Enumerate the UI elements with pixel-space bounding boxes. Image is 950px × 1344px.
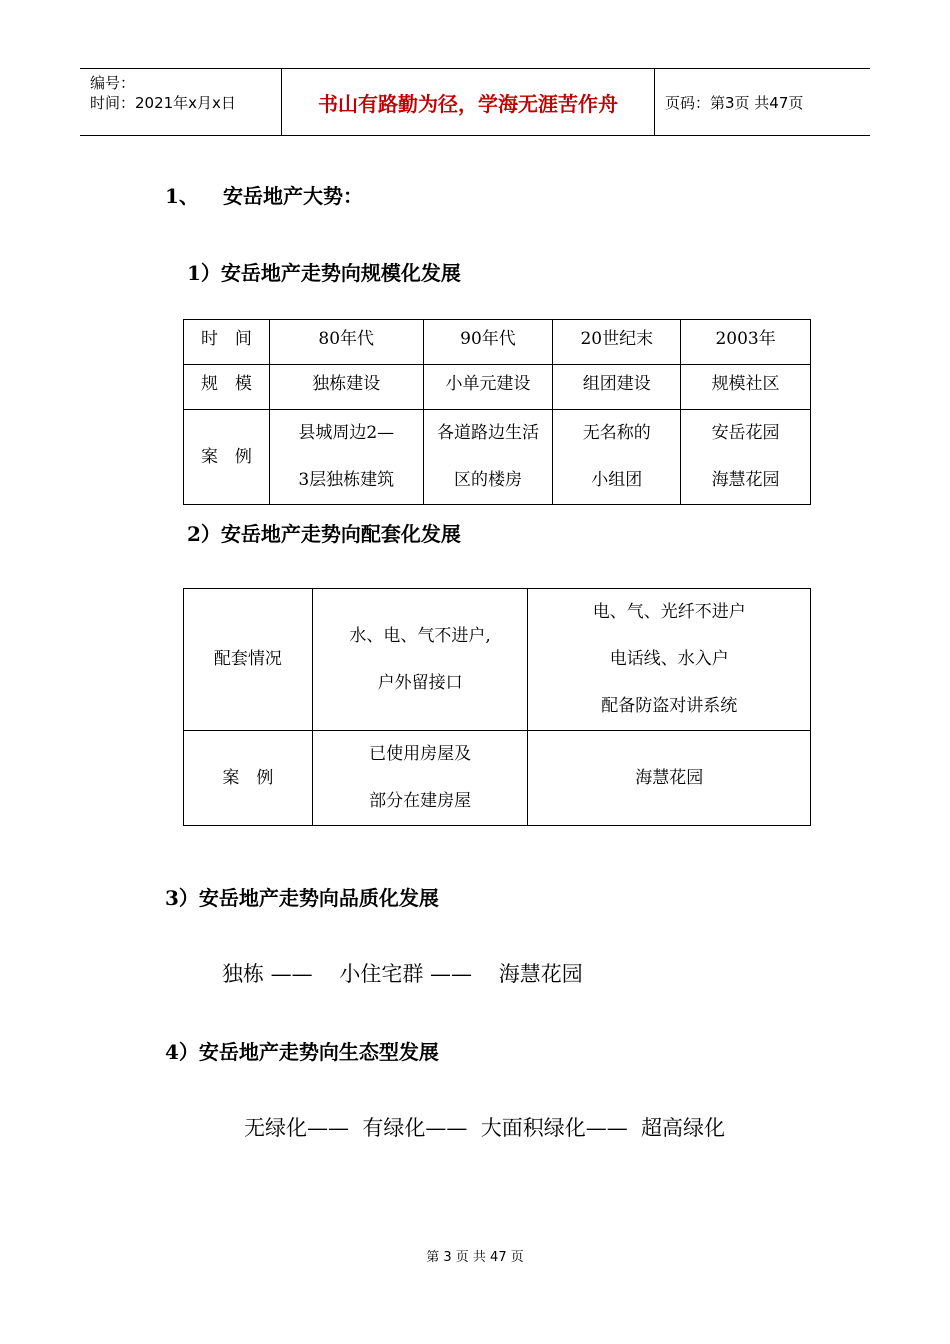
cell-line: 安岳花园 bbox=[711, 423, 780, 443]
cell-line: 配备防盗对讲系统 bbox=[601, 696, 738, 716]
table-row bbox=[184, 731, 811, 826]
cell-line: 各道路边生活 bbox=[436, 423, 539, 443]
section-text: 安岳地产大势： bbox=[223, 184, 363, 208]
row-label-case: 案 例 bbox=[184, 410, 270, 505]
table-cell: 规模社区 bbox=[681, 365, 811, 410]
table-cell bbox=[269, 410, 423, 505]
subsection-4-title: 4）安岳地产走势向生态型发展 bbox=[165, 1040, 439, 1064]
row-label-case: 案 例 bbox=[184, 731, 313, 826]
time-label: 时间：2021年x月x日 bbox=[90, 94, 236, 112]
cell-line: 部分在建房屋 bbox=[369, 791, 472, 811]
cell-line: 已使用房屋及 bbox=[369, 744, 472, 764]
cell-line: 小组团 bbox=[591, 470, 643, 490]
table-cell: 80年代 bbox=[269, 320, 423, 365]
header-meta bbox=[80, 69, 282, 135]
cell-line: 县城周边2— bbox=[298, 423, 395, 443]
table-cell bbox=[312, 731, 528, 826]
subsection-2-title: 2）安岳地产走势向配套化发展 bbox=[187, 522, 461, 546]
table-cell: 20世纪末 bbox=[553, 320, 681, 365]
cell-line: 电话线、水入户 bbox=[609, 649, 729, 669]
table-cell bbox=[528, 589, 811, 731]
subsection-3-title: 3）安岳地产走势向品质化发展 bbox=[165, 886, 439, 910]
table-cell bbox=[312, 589, 528, 731]
facility-table bbox=[183, 588, 811, 826]
table-row bbox=[184, 410, 811, 505]
page-header bbox=[80, 68, 870, 136]
row-label-time: 时 间 bbox=[184, 320, 270, 365]
header-page-info: 页码：第3页 共47页 bbox=[665, 93, 804, 112]
table-cell bbox=[423, 410, 553, 505]
table-cell bbox=[681, 410, 811, 505]
page-footer: 第 3 页 共 47 页 bbox=[426, 1250, 524, 1265]
header-motto: 书山有路勤为径，学海无涯苦作舟 bbox=[282, 69, 655, 135]
eco-flow: 无绿化—— 有绿化—— 大面积绿化—— 超高绿化 bbox=[244, 1116, 726, 1140]
table-cell: 2003年 bbox=[681, 320, 811, 365]
table-cell: 独栋建设 bbox=[269, 365, 423, 410]
row-label-scale: 规 模 bbox=[184, 365, 270, 410]
cell-line: 3层独栋建筑 bbox=[298, 470, 395, 490]
section-title bbox=[165, 180, 363, 209]
subsection-1-title: 1）安岳地产走势向规模化发展 bbox=[187, 261, 461, 285]
cell-line: 海慧花园 bbox=[711, 470, 780, 490]
table-cell bbox=[528, 731, 811, 826]
table-row bbox=[184, 589, 811, 731]
row-label-facility: 配套情况 bbox=[184, 589, 313, 731]
cell-line: 海慧花园 bbox=[635, 767, 704, 788]
cell-line: 水、电、气不进户, bbox=[349, 625, 491, 646]
scale-table bbox=[183, 319, 811, 505]
table-cell: 90年代 bbox=[423, 320, 553, 365]
cell-line: 户外留接口 bbox=[377, 672, 463, 693]
cell-line: 区的楼房 bbox=[453, 470, 522, 490]
doc-number-label: 编号： bbox=[90, 74, 136, 92]
table-cell: 小单元建设 bbox=[423, 365, 553, 410]
quality-flow: 独栋 —— 小住宅群 —— 海慧花园 bbox=[222, 962, 583, 986]
table-cell: 组团建设 bbox=[553, 365, 681, 410]
table-row bbox=[184, 320, 811, 365]
section-number: 1、 bbox=[165, 184, 199, 208]
table-row bbox=[184, 365, 811, 410]
cell-line: 电、气、光纤不进户 bbox=[592, 602, 746, 622]
cell-line: 无名称的 bbox=[582, 423, 651, 443]
table-cell bbox=[553, 410, 681, 505]
